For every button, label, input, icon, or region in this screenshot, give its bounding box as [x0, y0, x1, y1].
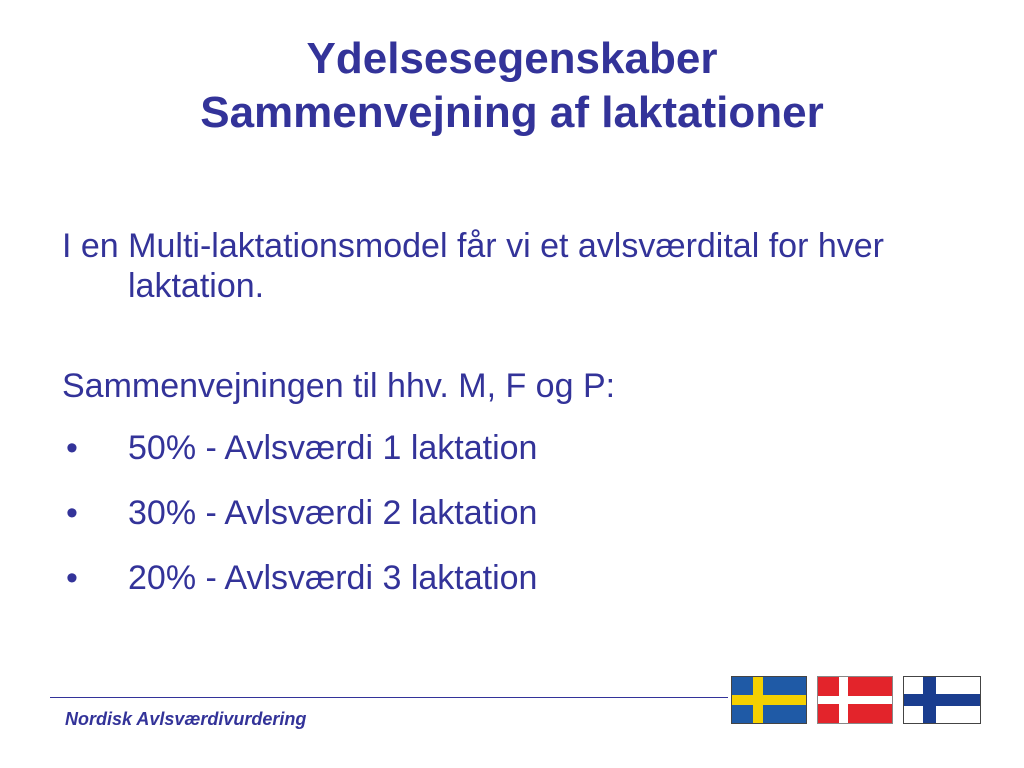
title-line-2: Sammenvejning af laktationer: [200, 88, 824, 137]
body-paragraph-2: Sammenvejningen til hhv. M, F og P:: [62, 367, 616, 405]
bullet-text: 30% - Avlsværdi 2 laktation: [128, 494, 538, 532]
bullet-text: 20% - Avlsværdi 3 laktation: [128, 559, 538, 597]
bullet-icon: •: [66, 494, 78, 532]
bullet-text: 50% - Avlsværdi 1 laktation: [128, 429, 538, 467]
finland-flag-icon: [903, 676, 981, 724]
footer-divider: [50, 697, 728, 698]
bullet-icon: •: [66, 559, 78, 597]
bullet-list: [62, 428, 962, 598]
title-line-1: Ydelsesegenskaber: [306, 34, 718, 83]
footer-text: Nordisk Avlsværdivurdering: [65, 709, 307, 729]
denmark-flag-icon: [817, 676, 893, 724]
bullet-item: [62, 428, 962, 468]
sweden-flag-icon: [731, 676, 807, 724]
bullet-item: [62, 558, 962, 598]
body-paragraph-1: I en Multi-laktationsmodel får vi et avlsværdital for hver laktation.: [62, 227, 884, 305]
bullet-icon: •: [66, 429, 78, 467]
slide-title: [0, 32, 1024, 140]
bullet-item: [62, 493, 962, 533]
slide-body: [62, 226, 962, 598]
